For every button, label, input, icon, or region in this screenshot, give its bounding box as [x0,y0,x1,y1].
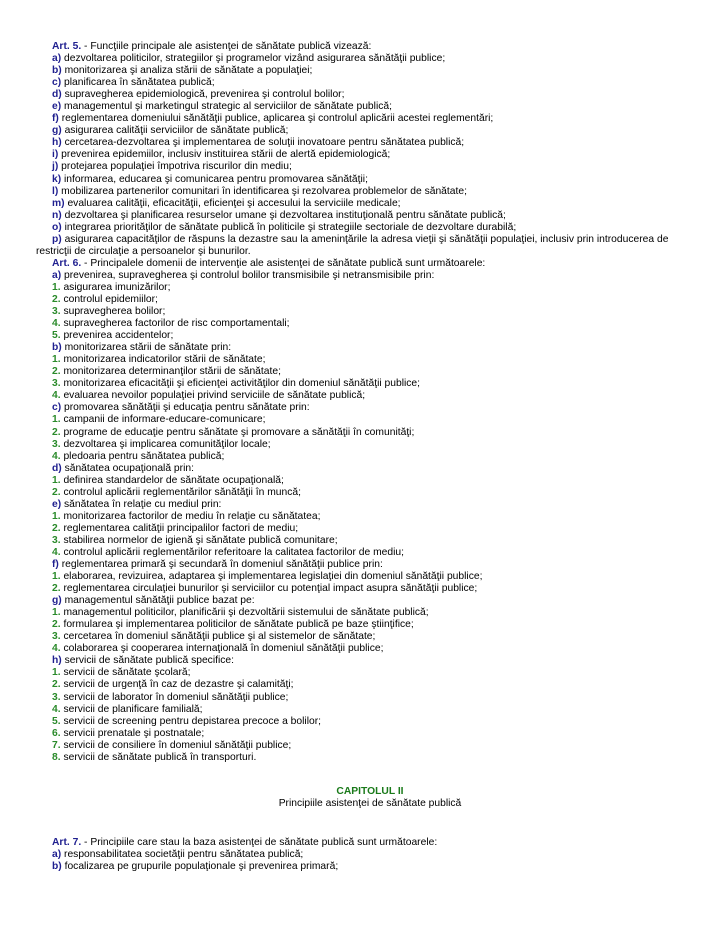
group-text: prevenirea, supravegherea şi controlul bolilor transmisibile şi netransmisibile prin: [61,269,435,281]
article-intro: - Funcţiile principale ale asistenţei de sănătate publică vizează: [81,41,372,52]
item-letter: m) [52,197,65,209]
item-number: 2. [52,366,61,378]
item-text: asigurarea imunizărilor; [60,281,171,293]
group-item [36,655,704,667]
item-text: asigurarea calităţii serviciilor de sănătate publică; [61,125,289,137]
item-letter: h) [52,137,62,149]
item-text: managementul politicilor, planificării şi dezvoltării sistemului de sănătate publică; [60,607,429,619]
list-item [36,125,704,137]
item-number: 4. [52,450,61,462]
group-item [36,270,704,282]
numbered-item [36,390,704,402]
item-number: 2. [52,679,61,691]
group-text: monitorizarea stării de sănătate prin: [61,342,232,354]
group-letter: e) [52,498,62,510]
group-item [36,342,704,354]
list-item [36,161,704,173]
numbered-item [36,451,704,463]
group-letter: c) [52,402,62,414]
numbered-item [36,667,704,679]
item-number: 2. [52,486,61,498]
item-text: monitorizarea factorilor de mediu în relaţie cu sănătatea; [60,510,321,522]
numbered-item [36,571,704,583]
item-text: campanii de informare-educare-comunicare; [60,414,266,426]
item-text: reglementarea calităţii principalilor factori de mediu; [60,522,299,534]
art5-items [36,53,704,258]
list-item [36,53,704,65]
group-letter: d) [52,462,62,474]
item-letter: p) [52,233,62,245]
item-text: focalizarea pe grupurile populaţionale şi prevenirea primară; [61,861,339,872]
item-number: 2. [52,426,61,438]
numbered-item [36,318,704,330]
group-item [36,499,704,511]
group-text: reglementarea primară şi secundară în domeniul sănătăţii publice prin: [58,559,383,571]
item-text: monitorizarea eficacităţii şi eficienţei activităţilor din domeniul sănătăţii publice; [60,378,421,390]
list-item [20,234,704,258]
item-text: dezvoltarea şi planificarea resurselor umane şi dezvoltarea instituţională pentru sănătate publică; [61,209,506,221]
list-item [36,137,704,149]
numbered-item [36,679,704,691]
list-item [36,174,704,186]
item-text: integrarea priorităţilor de sănătate publică în politicile şi strategiile sectoriale de dezvoltare durabilă; [61,221,517,233]
chapter-title: CAPITOLUL II [336,785,404,797]
item-text: prevenirea accidentelor; [60,330,174,342]
item-number: 3. [52,691,61,703]
item-text: evaluarea calităţii, eficacităţii, eficienţei şi accesului la serviciile medicale; [64,197,401,209]
item-text: responsabilitatea societăţii pentru sănătatea publică; [61,848,304,860]
numbered-item [36,306,704,318]
item-text: servicii de sănătate şcolară; [60,667,191,679]
numbered-item [36,535,704,547]
item-text: dezvoltarea politicilor, strategiilor şi programelor vizând asigurarea sănătăţii publice; [61,53,446,65]
group-text: sănătatea ocupaţională prin: [61,462,194,474]
item-number: 2. [52,293,61,305]
item-number: 4. [52,703,61,715]
item-number: 3. [52,438,61,450]
numbered-item [36,692,704,704]
group-letter: h) [52,655,62,667]
item-text: servicii de sănătate publică în transporturi. [60,751,257,763]
list-item [36,849,704,861]
list-item [36,89,704,101]
list-item [36,77,704,89]
numbered-item [36,716,704,728]
item-text: controlul aplicării reglementărilor sănătăţii în muncă; [60,486,301,498]
item-text: planificarea în sănătatea publică; [61,77,215,89]
group-text: promovarea sănătăţii şi educaţia pentru sănătate prin: [61,402,310,414]
item-text: colaborarea şi cooperarea internaţională în domeniul sănătăţii publice; [60,643,384,655]
item-text: servicii de consiliere în domeniul sănătăţii publice; [60,739,292,751]
numbered-item [36,427,704,439]
item-letter: n) [52,209,62,221]
item-letter: b) [52,861,62,872]
item-text: controlul aplicării reglementărilor referitoare la calitatea factorilor de mediu; [60,546,404,558]
numbered-item [36,619,704,631]
item-number: 1. [52,667,61,679]
numbered-item [36,631,704,643]
list-item [36,149,704,161]
item-text: managementul şi marketingul strategic al serviciilor de sănătate publică; [61,101,392,113]
list-item [36,113,704,125]
item-text: servicii de planificare familială; [60,703,203,715]
item-letter: e) [52,101,62,113]
item-text: controlul epidemiilor; [60,293,158,305]
numbered-item [36,487,704,499]
item-text: protejarea populaţiei împotriva riscurilor din mediu; [58,161,292,173]
item-number: 1. [52,571,61,583]
group-text: sănătatea în relaţie cu mediul prin: [61,498,222,510]
numbered-item [36,728,704,740]
item-letter: d) [52,89,62,101]
group-letter: a) [52,269,62,281]
item-letter: o) [52,221,62,233]
numbered-item [36,475,704,487]
group-letter: b) [52,342,62,354]
list-item [36,861,704,873]
item-number: 1. [52,474,61,486]
list-item [36,65,704,77]
item-number: 2. [52,522,61,534]
item-text: monitorizarea şi analiza stării de sănătate a populaţiei; [61,65,313,77]
item-text: stabilirea normelor de igienă şi sănătate publică comunitare; [60,534,338,546]
art7-heading [36,837,704,849]
group-letter: g) [52,595,62,607]
art6-groups [36,270,704,764]
article-label: Art. 5. [52,41,82,52]
numbered-item [36,643,704,655]
group-text: managementul sănătăţii publice bazat pe: [61,595,255,607]
item-text: programe de educaţie pentru sănătate şi promovare a sănătăţii în comunităţi; [60,426,415,438]
item-number: 8. [52,751,61,763]
item-letter: j) [52,161,59,173]
item-number: 3. [52,306,61,318]
numbered-item [36,607,704,619]
numbered-item [36,523,704,535]
list-item [36,198,704,210]
item-number: 4. [52,318,61,330]
article-intro: - Principalele domenii de intervenţie ale asistenţei de sănătate publică sunt următoarele: [81,257,486,269]
item-text: supravegherea epidemiologică, prevenirea şi controlul bolilor; [61,89,345,101]
item-letter: c) [52,77,62,89]
item-number: 1. [52,510,61,522]
item-text: mobilizarea partenerilor comunitari în identificarea şi rezolvarea problemelor de sănătate; [58,185,467,197]
numbered-item [36,439,704,451]
item-letter: g) [52,125,62,137]
list-item [36,210,704,222]
item-text: cercetarea-dezvoltarea şi implementarea de soluţii inovatoare pentru sănătatea publică; [61,137,465,149]
numbered-item [36,414,704,426]
item-letter: a) [52,848,62,860]
document-body [36,41,704,873]
item-text: asigurarea capacităţilor de răspuns la dezastre sau la ameninţările la adresa vieţii şi sănătăţii populaţiei, inclusiv prin introducerea de restricţii de circulaţie a persoanelor şi bunurilor. [36,233,669,257]
numbered-item [36,583,704,595]
group-letter: f) [52,559,59,571]
numbered-item [36,704,704,716]
numbered-item [36,511,704,523]
item-number: 1. [52,281,61,293]
item-letter: a) [52,53,62,65]
group-item [36,463,704,475]
numbered-item [36,752,704,764]
item-number: 6. [52,727,61,739]
item-number: 1. [52,354,61,366]
list-item [36,186,704,198]
numbered-item [36,378,704,390]
article-label: Art. 7. [52,836,82,848]
item-number: 1. [52,607,61,619]
item-number: 1. [52,414,61,426]
item-number: 4. [52,546,61,558]
group-item [36,595,704,607]
numbered-item [36,294,704,306]
numbered-item [36,282,704,294]
item-number: 5. [52,715,61,727]
item-number: 5. [52,330,61,342]
item-text: servicii de screening pentru depistarea precoce a bolilor; [60,715,322,727]
item-letter: l) [52,185,59,197]
numbered-item [36,330,704,342]
numbered-item [36,354,704,366]
group-item [36,402,704,414]
item-letter: i) [52,149,59,161]
item-text: cercetarea în domeniul sănătăţii publice şi al sistemelor de sănătate; [60,631,376,643]
item-text: servicii prenatale şi postnatale; [60,727,205,739]
item-text: evaluarea nevoilor populaţiei privind serviciile de sănătate publică; [60,390,366,402]
group-text: servicii de sănătate publică specifice: [61,655,234,667]
list-item [36,222,704,234]
numbered-item [36,547,704,559]
item-text: prevenirea epidemiilor, inclusiv instituirea stării de alertă epidemiologică; [58,149,391,161]
item-text: elaborarea, revizuirea, adaptarea şi implementarea legislaţiei din domeniul sănătăţii publice; [60,571,483,583]
item-text: servicii de laborator în domeniul sănătăţii publice; [60,691,289,703]
art6-heading [36,258,704,270]
item-number: 3. [52,378,61,390]
item-number: 3. [52,534,61,546]
list-item [36,101,704,113]
item-text: informarea, educarea şi comunicarea pentru promovarea sănătăţii; [61,173,368,185]
item-text: monitorizarea determinanţilor stării de sănătate; [60,366,281,378]
item-text: servicii de urgenţă în caz de dezastre şi calamităţi; [60,679,294,691]
item-text: reglementarea circulaţiei bunurilor şi serviciilor cu potenţial impact asupra sănătăţii publice; [60,583,478,595]
item-number: 2. [52,619,61,631]
item-number: 7. [52,739,61,751]
item-text: formularea şi implementarea politicilor de sănătate publică pe baze ştiinţifice; [60,619,414,631]
item-text: pledoaria pentru sănătatea publică; [60,450,225,462]
chapter-subtitle: Principiile asistenţei de sănătate publică [278,797,462,809]
item-number: 2. [52,583,61,595]
item-number: 4. [52,643,61,655]
item-text: supravegherea factorilor de risc comportamentali; [60,318,290,330]
article-intro: - Principiile care stau la baza asistenţei de sănătate publică sunt următoarele: [81,836,438,848]
item-text: definirea standardelor de sănătate ocupaţională; [60,474,284,486]
art5-heading [36,41,704,53]
item-number: 4. [52,390,61,402]
item-letter: b) [52,65,62,77]
article-label: Art. 6. [52,257,82,269]
item-text: monitorizarea indicatorilor stării de sănătate; [60,354,266,366]
item-number: 3. [52,631,61,643]
numbered-item [36,740,704,752]
item-text: supravegherea bolilor; [60,306,166,318]
item-letter: f) [52,113,59,125]
group-item [36,559,704,571]
item-text: dezvoltarea şi implicarea comunităţilor locale; [60,438,271,450]
numbered-item [36,366,704,378]
item-letter: k) [52,173,62,185]
item-text: reglementarea domeniului sănătăţii publice, aplicarea şi controlul aplicării acestei reglementări; [58,113,494,125]
